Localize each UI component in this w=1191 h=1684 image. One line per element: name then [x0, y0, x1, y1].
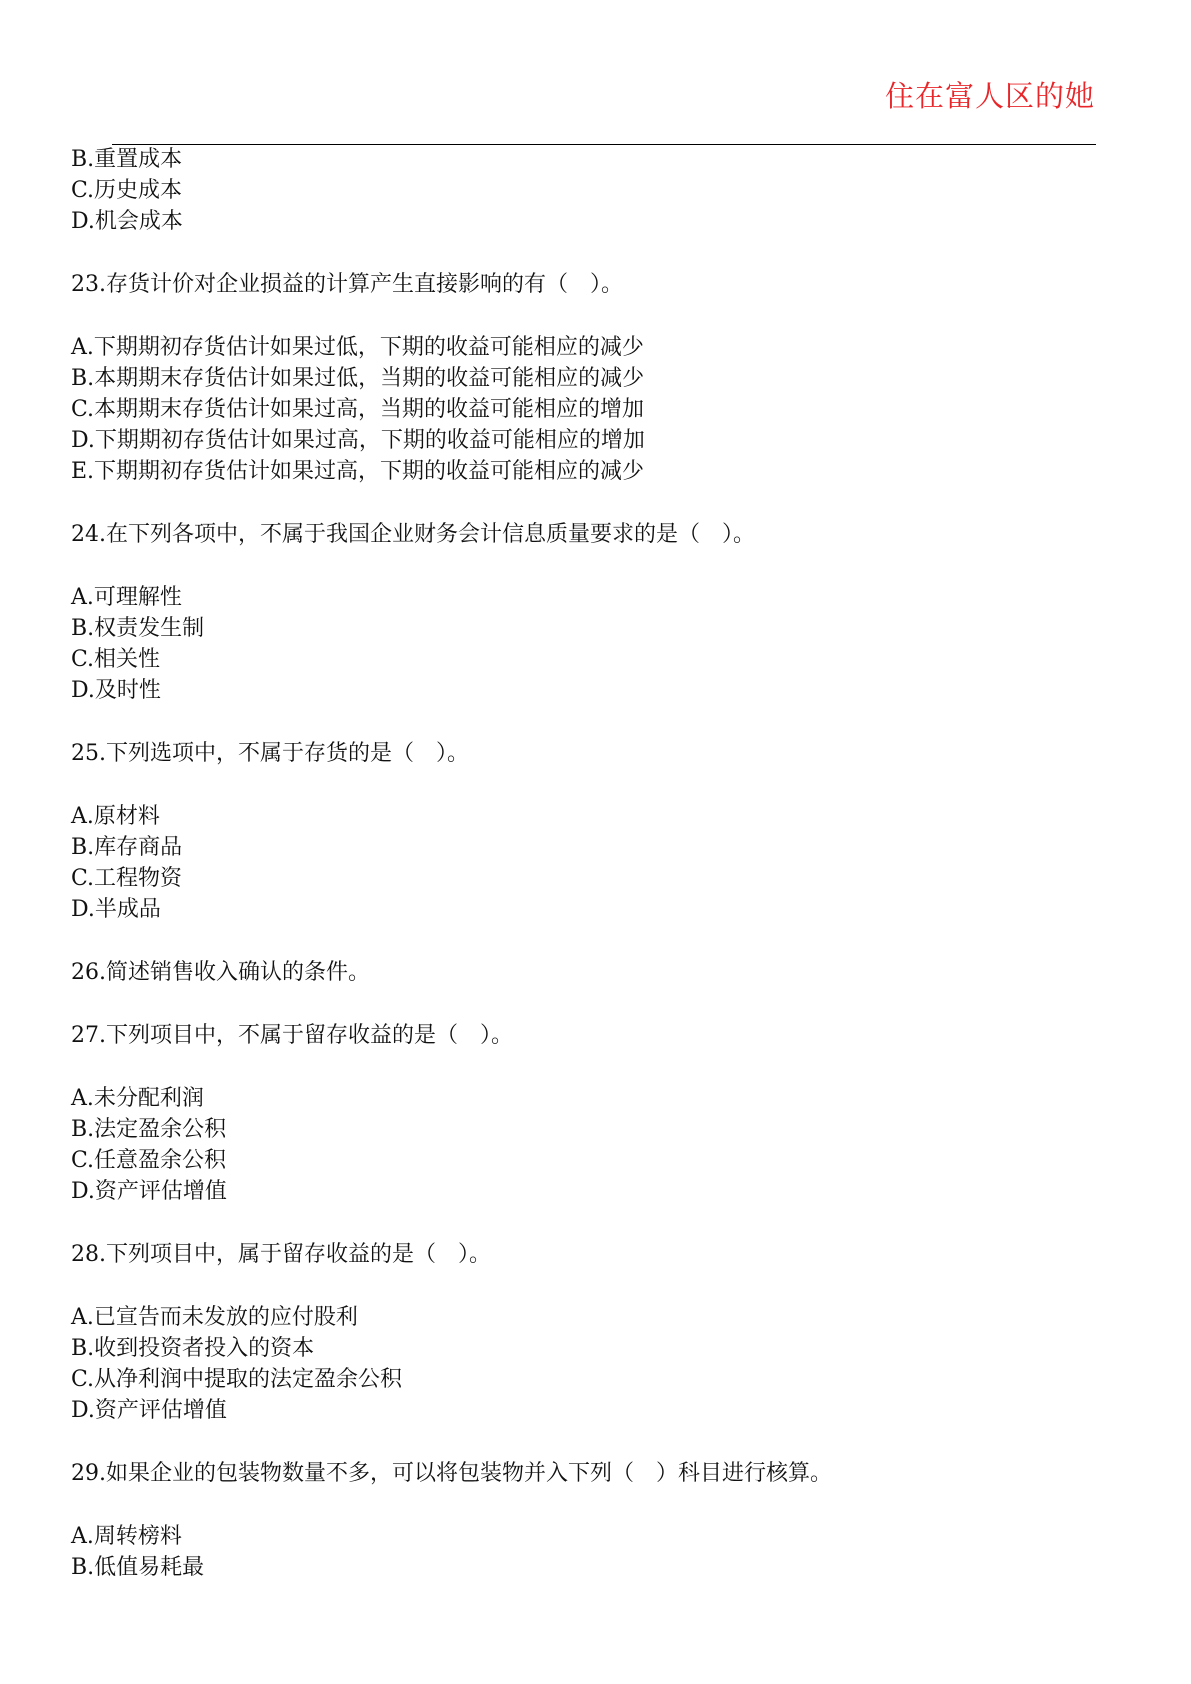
option-item: C.历史成本: [71, 178, 183, 203]
option-item: A.已宣告而未发放的应付股利: [71, 1305, 358, 1330]
question-25-options: [71, 801, 1111, 925]
question-25: 25.下列选项中，不属于存货的是（ ）。: [71, 741, 469, 766]
option-item: D.半成品: [71, 897, 161, 922]
question-23-options: [71, 332, 1111, 487]
document-body: [71, 144, 1111, 1583]
question-26: 26.简述销售收入确认的条件。: [71, 960, 370, 985]
option-item: E.下期期初存货估计如果过高，下期的收益可能相应的减少: [71, 459, 645, 484]
option-item: D.及时性: [71, 678, 161, 703]
option-item: B.收到投资者投入的资本: [71, 1336, 315, 1361]
option-item: C.任意盈余公积: [71, 1148, 227, 1173]
option-item: B.法定盈余公积: [71, 1117, 227, 1142]
question-24-options: [71, 582, 1111, 706]
question-24: 24.在下列各项中，不属于我国企业财务会计信息质量要求的是（ ）。: [71, 522, 755, 547]
option-item: B.权责发生制: [71, 616, 205, 641]
option-item: D.资产评估增值: [71, 1179, 227, 1204]
question-27: 27.下列项目中，不属于留存收益的是（ ）。: [71, 1023, 513, 1048]
option-item: C.从净利润中提取的法定盈余公积: [71, 1367, 403, 1392]
option-item: A.原材料: [71, 804, 160, 829]
option-item: A.可理解性: [71, 585, 182, 610]
option-item: B.本期期末存货估计如果过低，当期的收益可能相应的减少: [71, 366, 645, 391]
option-item: B.重置成本: [71, 147, 183, 172]
question-27-options: [71, 1083, 1111, 1207]
question-29-options: [71, 1521, 1111, 1583]
question-29: 29.如果企业的包装物数量不多，可以将包装物并入下列（ ）科目进行核算。: [71, 1461, 832, 1486]
option-item: D.资产评估增值: [71, 1398, 227, 1423]
option-item: D.下期期初存货估计如果过高，下期的收益可能相应的增加: [71, 428, 645, 453]
page-header-title: 住在富人区的她: [884, 79, 1095, 113]
option-item: C.工程物资: [71, 866, 183, 891]
option-item: C.相关性: [71, 647, 161, 672]
option-item: B.低值易耗最: [71, 1555, 205, 1580]
option-item: A.周转榜料: [71, 1524, 182, 1549]
option-item: B.库存商品: [71, 835, 183, 860]
option-item: A.下期期初存货估计如果过低，下期的收益可能相应的减少: [71, 335, 644, 360]
question-23: 23.存货计价对企业损益的计算产生直接影响的有（ ）。: [71, 272, 623, 297]
carryover-options: [71, 144, 1111, 237]
question-28-options: [71, 1302, 1111, 1426]
option-item: C.本期期末存货估计如果过高，当期的收益可能相应的增加: [71, 397, 645, 422]
question-28: 28.下列项目中，属于留存收益的是（ ）。: [71, 1242, 491, 1267]
option-item: D.机会成本: [71, 209, 183, 234]
option-item: A.未分配利润: [71, 1086, 204, 1111]
